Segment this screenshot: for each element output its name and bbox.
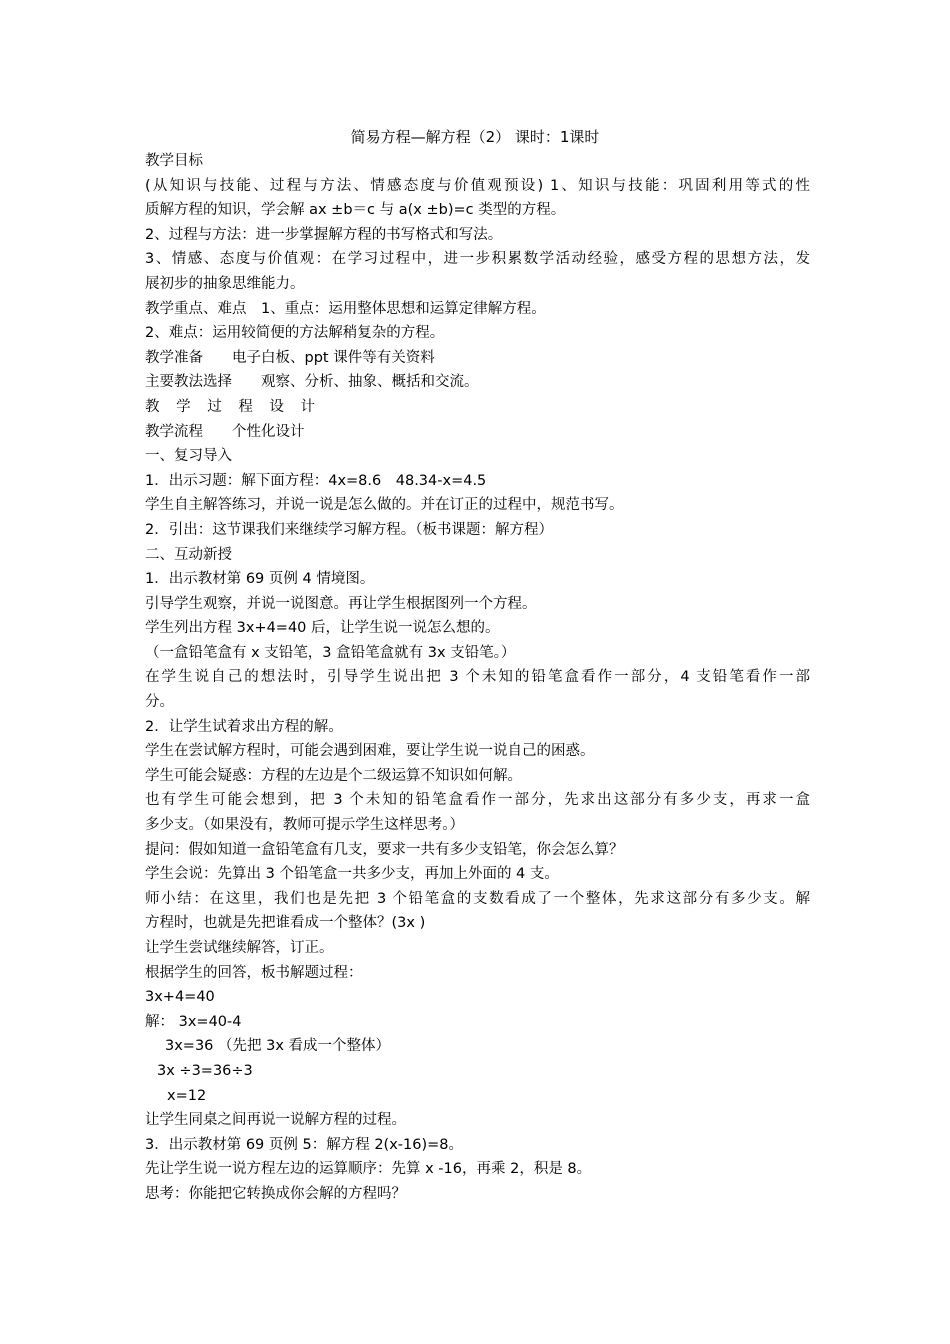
document-title: 简易方程—解方程（2） 课时：1课时 [350, 128, 600, 146]
text-line: 思考：你能把它转换成你会解的方程吗？ [145, 1185, 406, 1202]
equation-line: 3x+4=40 [145, 989, 215, 1006]
equation-line: 3x=36 （先把 3x 看成一个整体） [165, 1038, 391, 1055]
text-line: 提问：假如知道一盒铅笔盒有几支，要求一共有多少支铅笔，你会怎么算？ [145, 841, 624, 858]
text-line: 3、情感、态度与价值观：在学习过程中，进一步积累数学活动经验，感受方程的思想方法，发 [145, 251, 810, 268]
text-line: 1．出示习题：解下面方程：4x=8.6 48.34-x=4.5 [145, 472, 487, 489]
text-line: 师小结：在这里，我们也是先把 3 个铅笔盒的支数看成了一个整体，先求这部分有多少支。解 [145, 890, 810, 907]
text-line: 学生自主解答练习，并说一说是怎么做的。并在订正的过程中，规范书写。 [145, 497, 624, 514]
text-line: 3．出示教材第 69 页例 5：解方程 2(x-16)=8。 [145, 1136, 464, 1153]
text-line: 根据学生的回答，板书解题过程： [145, 964, 363, 981]
equation-line: 解： 3x=40-4 [145, 1013, 242, 1030]
text-line: 教学准备 电子白板、ppt 课件等有关资料 [145, 349, 435, 366]
text-line: 质解方程的知识，学会解 ax ±b＝c 与 a(x ±b)=c 类型的方程。 [145, 202, 566, 219]
text-line: 让学生尝试继续解答，订正。 [145, 940, 334, 956]
document-body [145, 149, 810, 1207]
text-line: 主要教法选择 观察、分析、抽象、概括和交流。 [145, 374, 479, 391]
text-line: 学生列出方程 3x+4=40 后，让学生说一说怎么想的。 [145, 620, 500, 637]
section-heading: 二、互动新授 [145, 546, 232, 563]
text-line: 先让学生说一说方程左边的运算顺序：先算 x -16，再乘 2，积是 8。 [145, 1161, 592, 1178]
text-line: 在学生说自己的想法时，引导学生说出把 3 个未知的铅笔盒看作一部分，4 支铅笔看作一部 [145, 669, 810, 686]
text-line: 学生可能会疑惑：方程的左边是个二级运算不知识如何解。 [145, 767, 522, 784]
text-line: （一盒铅笔盒有 x 支铅笔，3 盒铅笔盒就有 3x 支铅笔。） [145, 644, 516, 661]
text-line: 分。 [145, 694, 174, 711]
equation-line: x=12 [167, 1087, 207, 1104]
text-line: 展初步的抽象思维能力。 [145, 275, 305, 292]
text-line: 教学目标 [145, 153, 203, 169]
text-line: 2．让学生试着求出方程的解。 [145, 718, 343, 735]
text-line: 也有学生可能会想到，把 3 个未知的铅笔盒看作一部分，先求出这部分有多少支，再求一盒 [145, 792, 810, 809]
text-line: (从知识与技能、过程与方法、情感态度与价值观预设) 1、知识与技能：巩固利用等式的性 [145, 177, 810, 194]
text-line: 2、难点：运用较简便的方法解稍复杂的方程。 [145, 325, 445, 342]
equation-line: 3x ÷3=36÷3 [157, 1062, 253, 1079]
text-line: 学生在尝试解方程时，可能会遇到困难，要让学生说一说自己的困惑。 [145, 743, 595, 760]
text-line: 方程时，也就是先把谁看成一个整体？(3x ) [145, 915, 426, 932]
section-heading: 一、复习导入 [145, 448, 232, 465]
text-line: 2．引出：这节课我们来继续学习解方程。（板书课题：解方程） [145, 521, 553, 538]
text-line: 让学生同桌之间再说一说解方程的过程。 [145, 1112, 406, 1129]
text-line: 2、过程与方法：进一步掌握解方程的书写格式和写法。 [145, 226, 503, 243]
text-line: 多少支。（如果没有，教师可提示学生这样思考。） [145, 817, 464, 834]
text-line: 教学重点、难点 1、重点：运用整体思想和运算定律解方程。 [145, 300, 546, 317]
text-line: 教学流程 个性化设计 [145, 423, 305, 440]
text-line: 引导学生观察，并说一说图意。再让学生根据图列一个方程。 [145, 595, 537, 612]
text-line: 学生会说：先算出 3 个铅笔盒一共多少支，再加上外面的 4 支。 [145, 866, 559, 883]
section-heading: 教 学 过 程 设 计 [145, 398, 322, 415]
text-line: 1．出示教材第 69 页例 4 情境图。 [145, 571, 375, 588]
